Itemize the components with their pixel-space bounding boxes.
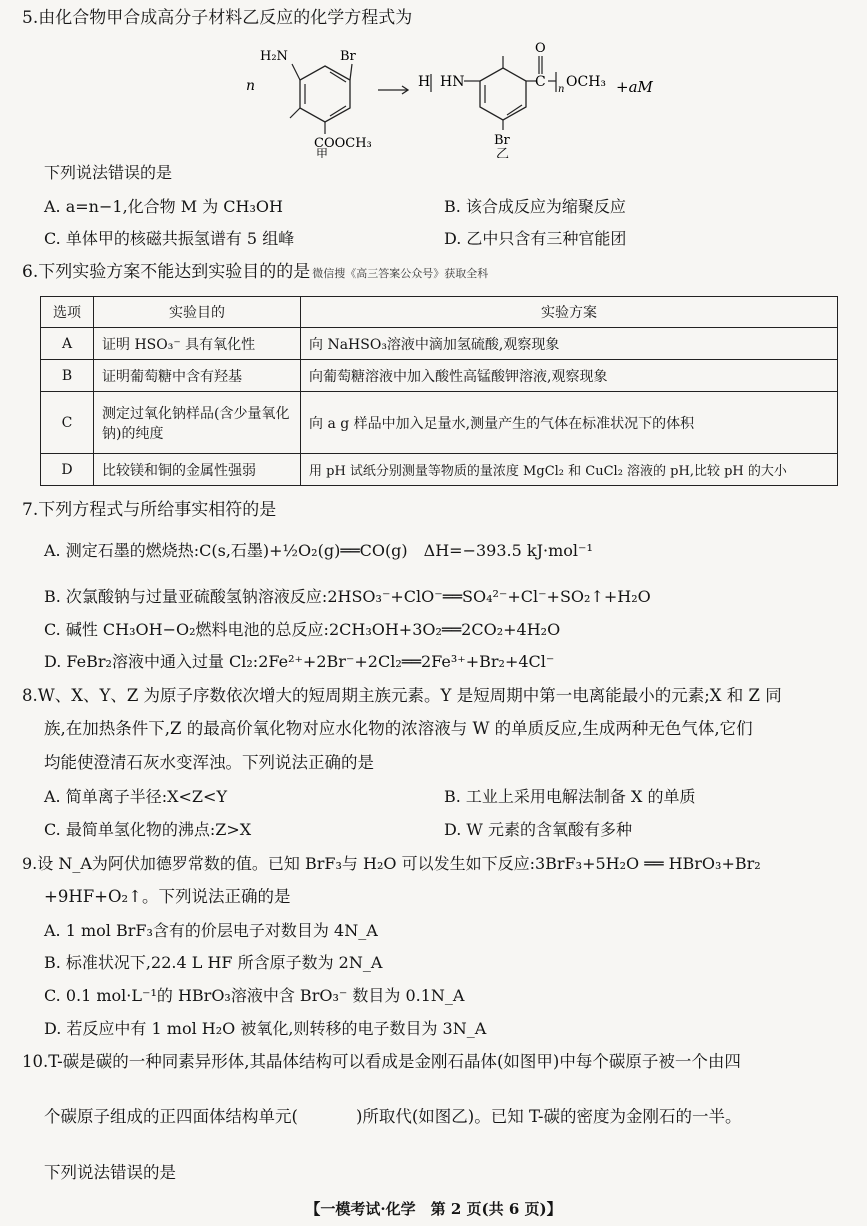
q5-prompt: 下列说法错误的是 — [44, 163, 173, 182]
q8-option-d: D. W 元素的含氧酸有多种 — [444, 820, 632, 839]
table-header: 实验方案 — [301, 297, 838, 328]
coef-n: n — [246, 78, 256, 94]
table-cell-plan: 向 NaHSO₃溶液中滴加氢硫酸,观察现象 — [301, 328, 838, 360]
q5-option-c: C. 单体甲的核磁共振氢谱有 5 组峰 — [44, 229, 295, 248]
table-header: 选项 — [41, 297, 94, 328]
product-n: n — [558, 84, 565, 95]
table-row — [41, 360, 838, 392]
reactant-label: 甲 — [316, 147, 329, 158]
table-row — [41, 392, 838, 454]
q7-stem: 7.下列方程式与所给事实相符的是 — [22, 500, 277, 520]
q5-stem: 5.由化合物甲合成高分子材料乙反应的化学方程式为 — [22, 8, 413, 28]
q8-option-c: C. 最简单氢化物的沸点:Z>X — [44, 820, 252, 839]
q7-option-c: C. 碱性 CH₃OH−O₂燃料电池的总反应:2CH₃OH+3O₂══2CO₂+4H₂O — [44, 620, 561, 639]
experiment-table — [40, 296, 838, 486]
table-row — [41, 328, 838, 360]
reactant-amino: H₂N — [260, 49, 288, 64]
q9-option-d: D. 若反应中有 1 mol H₂O 被氧化,则转移的电子数目为 3N_A — [44, 1019, 487, 1038]
table-cell-purpose: 证明葡萄糖中含有羟基 — [94, 360, 301, 392]
table-cell-option: B — [41, 360, 94, 392]
q7-option-d: D. FeBr₂溶液中通入过量 Cl₂:2Fe²⁺+2Br⁻+2Cl₂══2Fe³⁺+Br₂+4Cl⁻ — [44, 652, 555, 671]
q8-line-2: 族,在加热条件下,Z 的最高价氧化物对应水化物的浓溶液与 W 的单质反应,生成两种无色气体,它们 — [44, 719, 753, 738]
table-header: 实验目的 — [94, 297, 301, 328]
product-label: 乙 — [496, 147, 510, 158]
product-carbonyl-o: O — [535, 41, 546, 56]
q9-line-2: +9HF+O₂↑。下列说法正确的是 — [44, 887, 291, 906]
q7-option-b: B. 次氯酸钠与过量亚硫酸氢钠溶液反应:2HSO₃⁻+ClO⁻══SO₄²⁻+Cl⁻+SO₂↑+H₂O — [44, 587, 651, 606]
product-och3: OCH₃ — [566, 74, 607, 90]
page-footer: 【一模考试·化学 第 2 页(共 6 页)】 — [305, 1200, 562, 1218]
q10-line-2 — [44, 1106, 741, 1128]
q10-prompt: 下列说法错误的是 — [44, 1163, 176, 1182]
q9-option-a: A. 1 mol BrF₃含有的价层电子对数目为 4N_A — [44, 921, 378, 940]
product-nh: HN — [440, 74, 465, 90]
q8-option-b: B. 工业上采用电解法制备 X 的单质 — [444, 787, 696, 806]
q8-line-1: 8.W、X、Y、Z 为原子序数依次增大的短周期主族元素。Y 是短周期中第一电离能最小的元素;X 和 Z 同 — [22, 686, 782, 705]
q5-option-d: D. 乙中只含有三种官能团 — [444, 229, 627, 248]
table-cell-purpose: 比较镁和铜的金属性强弱 — [94, 454, 301, 486]
table-cell-option: C — [41, 392, 94, 454]
table-cell-plan: 向葡萄糖溶液中加入酸性高锰酸钾溶液,观察现象 — [301, 360, 838, 392]
product-h: H — [418, 74, 431, 90]
q10-line-2a: 个碳原子组成的正四面体结构单元( — [44, 1107, 298, 1126]
reactant-ester: COOCH₃ — [314, 136, 372, 151]
q9-option-c: C. 0.1 mol·L⁻¹的 HBrO₃溶液中含 BrO₃⁻ 数目为 0.1N_A — [44, 986, 465, 1005]
q10-line-1: 10.T-碳是碳的一种同素异形体,其晶体结构可以看成是金刚石晶体(如图甲)中每个碳原子被一个由四 — [22, 1052, 741, 1071]
table-row — [41, 454, 838, 486]
q8-option-a: A. 简单离子半径:X<Z<Y — [44, 787, 228, 806]
q10-line-2b: )所取代(如图乙)。已知 T-碳的密度为金刚石的一半。 — [355, 1107, 742, 1126]
q6-note: 微信搜《高三答案公众号》获取全科 — [312, 267, 489, 280]
reactant-br: Br — [340, 49, 356, 64]
byproduct: +aM — [616, 78, 653, 96]
q7-option-a: A. 测定石墨的燃烧热:C(s,石墨)+½O₂(g)══CO(g) ΔH=−393.5 kJ·mol⁻¹ — [44, 541, 593, 560]
table-cell-option: A — [41, 328, 94, 360]
q8-line-3: 均能使澄清石灰水变浑浊。下列说法正确的是 — [44, 753, 374, 772]
table-header-row — [41, 297, 838, 328]
product-br: Br — [494, 133, 510, 148]
table-cell-plan: 用 pH 试纸分别测量等物质的量浓度 MgCl₂ 和 CuCl₂ 溶液的 pH,比较 pH 的大小 — [301, 454, 838, 486]
table-cell-purpose: 证明 HSO₃⁻ 具有氧化性 — [94, 328, 301, 360]
table-cell-purpose: 测定过氧化钠样品(含少量氧化钠)的纯度 — [94, 392, 301, 454]
q5-reaction-diagram — [230, 34, 660, 158]
product-c: C — [535, 74, 546, 90]
q5-option-a: A. a=n−1,化合物 M 为 CH₃OH — [44, 197, 283, 216]
q6-stem: 6.下列实验方案不能达到实验目的的是 — [22, 262, 311, 282]
q9-option-b: B. 标准状况下,22.4 L HF 所含原子数为 2N_A — [44, 953, 383, 972]
q9-line-1: 9.设 N_A为阿伏加德罗常数的值。已知 BrF₃与 H₂O 可以发生如下反应:3BrF₃+5H₂O ══ HBrO₃+Br₂ — [22, 854, 761, 873]
table-cell-option: D — [41, 454, 94, 486]
table-cell-plan: 向 a g 样品中加入足量水,测量产生的气体在标准状况下的体积 — [301, 392, 838, 454]
q6-stem-line — [22, 260, 488, 286]
q5-option-b: B. 该合成反应为缩聚反应 — [444, 197, 626, 216]
